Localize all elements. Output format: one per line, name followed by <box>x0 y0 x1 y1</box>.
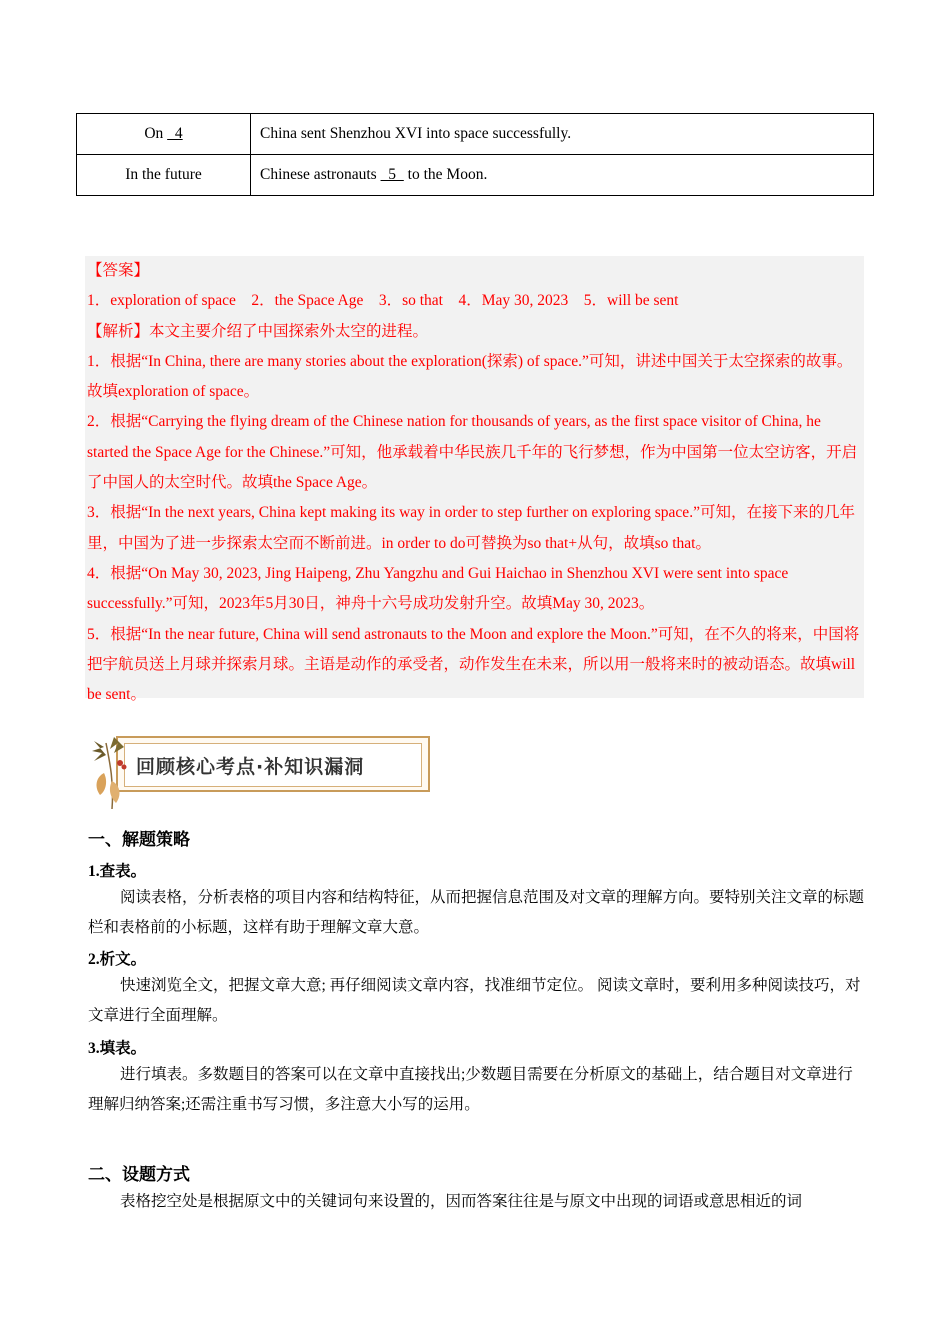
table-cell-event <box>251 114 874 155</box>
answer-header: 【答案】 <box>87 262 150 279</box>
analysis-item-4: 4．根据“On May 30, 2023, Jing Haipeng, Zhu Yangzhu and Gui Haichao in Shenzhou XVI were sent into space successfully.”可知，2023年5月30日，神舟十六号成功发射升空。故填May 30, 2023。 <box>87 564 789 613</box>
blank-4: 4 <box>167 125 183 142</box>
section-banner <box>84 733 430 813</box>
timeline-table <box>76 113 874 196</box>
analysis-item-3: 3．根据“In the next years, China kept making its way in order to step further on exploring space.”可知，在接下来的几年里，中国为了进一步探索太空而不断前进。in order to do可替换为so that+从句，故填so that。 <box>87 504 855 552</box>
analysis-item-2: 2．根据“Carrying the flying dream of the Chinese nation for thousands of years, as the first space visitor of China, he started the Space Age for the Chinese.”可知，他承载着中华民族几千年的飞行梦想，作为中国第一位太空访客，开启了中国人的太空时代。故填the Space Age。 <box>87 413 858 492</box>
section-heading-strategy: 一、解题策略 <box>88 830 190 849</box>
subheading-fill-table: 3.填表。 <box>88 1040 147 1057</box>
table-cell-when <box>77 114 251 155</box>
paragraph-check-table: 阅读表格，分析表格的项目内容和结构特征，从而把握信息范围及对文章的理解方向。要特别关注文章的标题栏和表格前的小标题，这样有助于理解文章大意。 <box>88 889 865 936</box>
ginseng-leaf-icon <box>84 733 144 813</box>
analysis-item-1: 1．根据“In China, there are many stories about the exploration(探索) of space.”可知，讲述中国关于太空探索的故事。故填exploration of space。 <box>87 352 853 401</box>
paragraph-analyze-text: 快速浏览全文，把握文章大意; 再仔细阅读文章内容，找准细节定位。 阅读文章时，要利用多种阅读技巧，对文章进行全面理解。 <box>88 977 861 1024</box>
banner-title: 回顾核心考点·补知识漏洞 <box>136 756 365 778</box>
cell-text: China sent Shenzhou XVI into space successfully. <box>260 125 572 142</box>
analysis-intro: 【解析】本文主要介绍了中国探索外太空的进程。 <box>87 322 429 340</box>
cell-text: On <box>144 125 168 142</box>
paragraph-fill-table: 进行填表。多数题目的答案可以在文章中直接找出;少数题目需要在分析原文的基础上，结合题目对文章进行理解归纳答案;还需注重书写习惯，多注意大小写的运用。 <box>88 1066 853 1113</box>
table-cell-event <box>251 155 874 196</box>
cell-text: In the future <box>125 166 202 183</box>
cell-text: to the Moon. <box>403 166 488 183</box>
answer-box <box>85 256 864 704</box>
table-cell-when <box>77 155 251 196</box>
paragraph-question-types: 表格挖空处是根据原文中的关键词句来设置的，因而答案往往是与原文中出现的词语或意思相近的词 <box>120 1193 803 1210</box>
cell-text: Chinese astronauts <box>260 166 381 183</box>
analysis-item-5: 5．根据“In the near future, China will send astronauts to the Moon and explore the Moon.”可知，在不久的将来，中国将把宇航员送上月球并探索月球。主语是动作的承受者，动作发生在未来，所以用一般将来时的被动语态。故填will be sent。 <box>87 625 860 704</box>
subheading-check-table: 1.查表。 <box>88 863 147 880</box>
section-heading-question-types: 二、设题方式 <box>88 1165 190 1184</box>
table-row <box>77 114 874 155</box>
blank-5: 5 <box>380 166 404 183</box>
table-row <box>77 155 874 196</box>
subheading-analyze-text: 2.析文。 <box>88 951 147 968</box>
answers-line: 1．exploration of space 2．the Space Age 3．so that 4．May 30, 2023 5．will be sent <box>87 292 679 310</box>
